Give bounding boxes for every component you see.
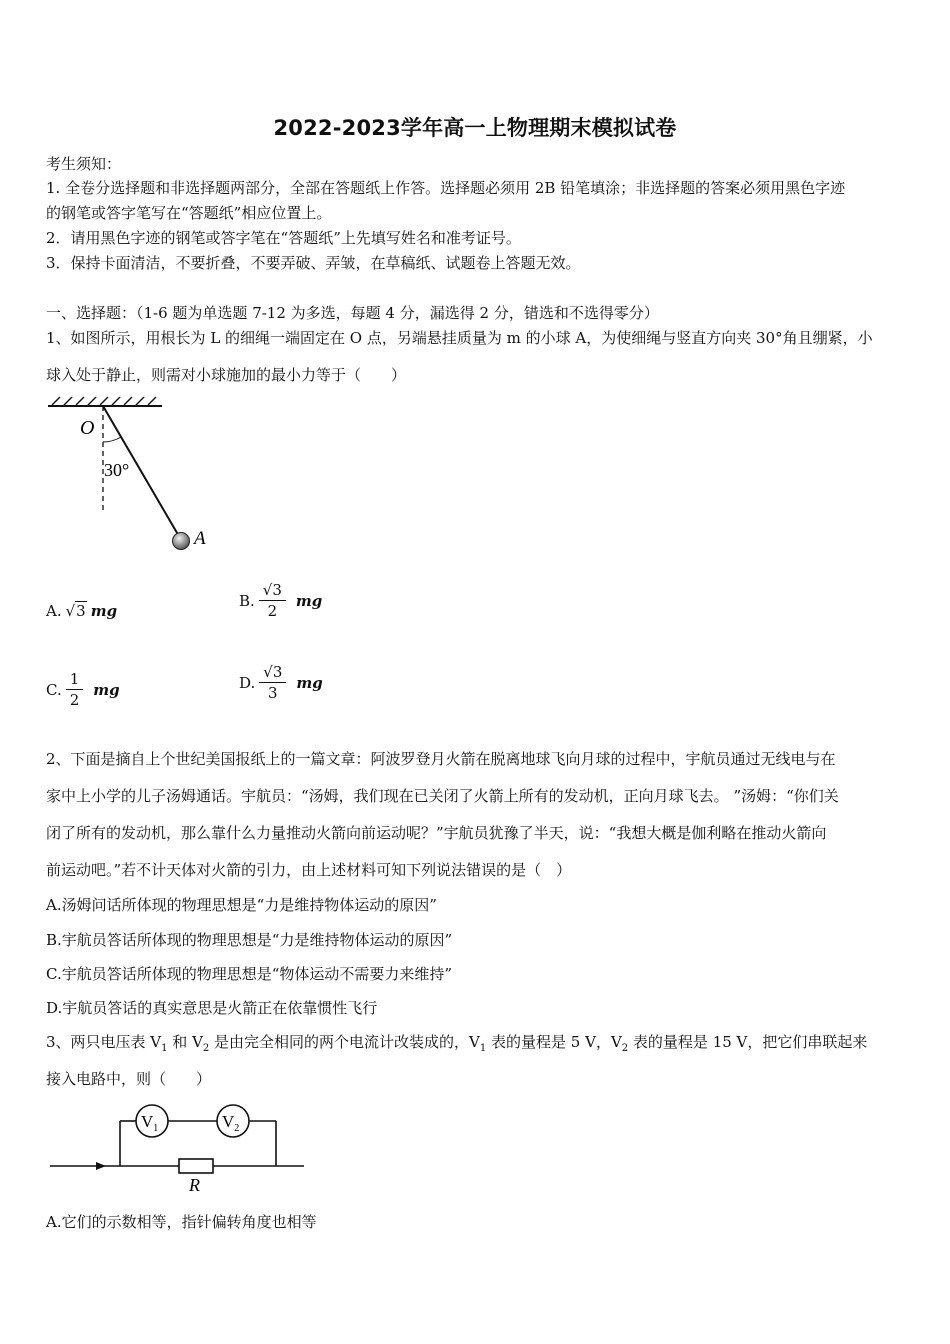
notice-line-1a: 1. 全卷分选择题和非选择题两部分，全部在答题纸上作答。选择题必须用 2B 铅笔填涂；非选择题的答案必须用黑色字迹 — [46, 179, 846, 197]
notice-heading: 考生须知： — [46, 155, 122, 173]
q3-option-a[interactable]: A.它们的示数相等，指针偏转角度也相等 — [46, 1213, 317, 1231]
q2-option-a[interactable]: A.汤姆问话所体现的物理思想是“力是维持物体运动的原因” — [46, 896, 437, 914]
q2-line-1: 2、下面是摘自上个世纪美国报纸上的一篇文章：阿波罗登月火箭在脱离地球飞向月球的过程中，宇航员通过无线电与在 — [46, 750, 836, 768]
svg-text:V1: $V_1$ — [141, 1112, 159, 1134]
unit-mg: mg — [295, 591, 323, 610]
notice-line-3: 3．保持卡面清洁，不要折叠，不要弄破、弄皱，在草稿纸、试题卷上答题无效。 — [46, 254, 581, 272]
q1-option-a[interactable] — [46, 602, 117, 620]
q1-option-c[interactable] — [46, 669, 120, 710]
unit-mg: mg — [90, 602, 118, 620]
q3-line-2: 接入电路中，则（ ） — [46, 1070, 212, 1088]
q2-line-2: 家中上小学的儿子汤姆通话。宇航员：“汤姆，我们现在已关闭了火箭上所有的发动机，正向月球飞去。 ”汤姆：“你们关 — [46, 787, 839, 805]
option-letter: A. — [46, 602, 62, 620]
q2-option-d[interactable]: D.宇航员答话的真实意思是火箭正在依靠惯性飞行 — [46, 999, 378, 1017]
unit-mg: mg — [93, 680, 120, 699]
q1-option-b[interactable] — [239, 580, 322, 621]
q1-option-d[interactable] — [239, 662, 323, 703]
q2-option-c[interactable]: C.宇航员答话所体现的物理思想是“物体运动不需要力来维持” — [46, 965, 453, 983]
q1-line-1: 1、如图所示，用根长为 L 的细绳一端固定在 O 点，另端悬挂质量为 m 的小球 A，为使细绳与竖直方向夹 30°角且绷紧，小 — [46, 329, 873, 347]
label-angle: 30° — [104, 460, 130, 480]
label-a: A — [194, 528, 206, 549]
fraction: $\frac{√3}{3}$ — [259, 662, 286, 703]
fraction: $\frac{1}{2}$ — [66, 669, 84, 710]
unit-mg: mg — [296, 673, 323, 692]
option-letter: D. — [239, 673, 256, 692]
notice-line-2: 2．请用黑色字迹的钢笔或答字笔在“答题纸”上先填写姓名和准考证号。 — [46, 229, 521, 247]
page-title: 2022-2023学年高一上物理期末模拟试卷 — [273, 116, 677, 140]
svg-text:V2: $V_2$ — [222, 1112, 240, 1134]
fraction: $\frac{√3}{2}$ — [259, 580, 286, 621]
label-o: O — [80, 417, 95, 439]
q2-line-3: 闭了所有的发动机，那么靠什么力量推动火箭向前运动呢？”宇航员犹豫了半天，说：“我想大概是伽利略在推动火箭向 — [46, 824, 827, 842]
section-heading: 一、选择题：（1-6 题为单选题 7-12 为多选，每题 4 分，漏选得 2 分，错选和不选得零分） — [46, 304, 659, 322]
sqrt-expression: √3 — [65, 602, 86, 620]
circuit-figure — [46, 1098, 316, 1198]
option-letter: B. — [239, 591, 255, 610]
resistor-r — [179, 1159, 213, 1173]
q2-line-4: 前运动吧。”若不计天体对火箭的引力，由上述材料可知下列说法错误的是（ ） — [46, 861, 572, 879]
ball-a — [173, 533, 190, 550]
notice-line-1b: 的钢笔或答字笔写在“答题纸”相应位置上。 — [46, 204, 332, 222]
label-r: R — [189, 1175, 200, 1195]
option-letter: C. — [46, 680, 62, 699]
q3-line-1: 3、两只电压表 $V_1$ 和 $V_2$ 是由完全相同的两个电流计改装成的，$V_1$ 表的量程是 5 V，$V_2$ 表的量程是 15 V，把它们串联起来 — [46, 1033, 868, 1054]
pendulum-figure — [44, 390, 224, 560]
q2-option-b[interactable]: B.宇航员答话所体现的物理思想是“力是维持物体运动的原因” — [46, 931, 453, 949]
q1-line-2: 球入处于静止，则需对小球施加的最小力等于（ ） — [46, 366, 407, 384]
